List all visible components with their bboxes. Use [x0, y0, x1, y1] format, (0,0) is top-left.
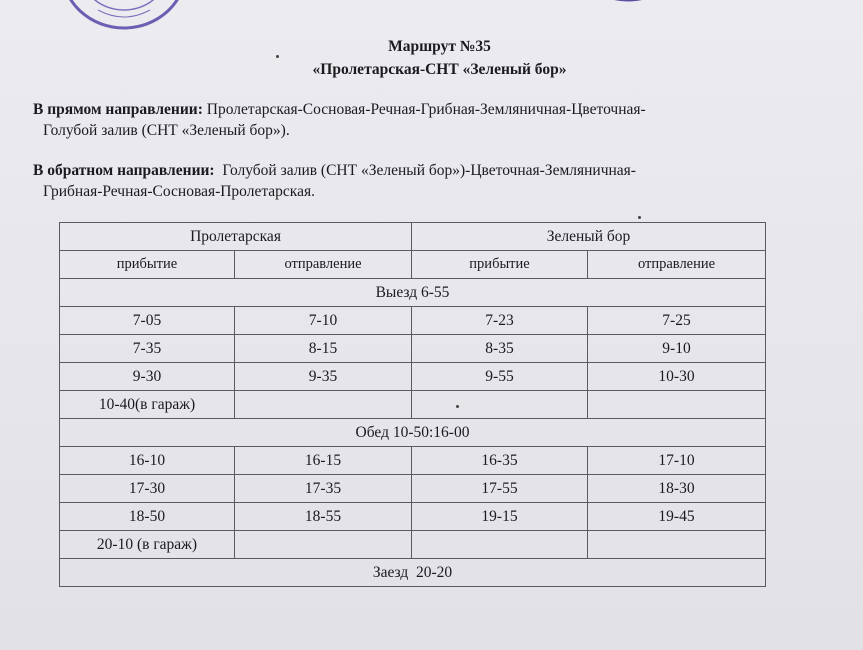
time-cell: 9-10 — [588, 335, 766, 363]
time-cell: 17-10 — [588, 447, 766, 475]
lunch-note: Обед 10-50:16-00 — [60, 419, 766, 447]
time-cell: 18-55 — [235, 503, 412, 531]
time-cell: 9-55 — [412, 363, 588, 391]
backward-direction-text-cont: Грибная-Речная-Сосновая-Пролетарская. — [43, 183, 315, 200]
time-cell: 16-15 — [235, 447, 412, 475]
subheader-cell: отправление — [588, 251, 766, 279]
scan-speck — [276, 55, 279, 58]
subheader-cell: прибытие — [412, 251, 588, 279]
time-cell: 18-30 — [588, 475, 766, 503]
departure-note-row — [60, 279, 766, 307]
forward-direction-text-cont: Голубой залив (СНТ «Зеленый бор»). — [43, 122, 290, 139]
time-cell — [235, 391, 412, 419]
subheader-cell: отправление — [235, 251, 412, 279]
time-cell: 7-23 — [412, 307, 588, 335]
scan-speck — [456, 405, 459, 408]
departure-note: Выезд 6-55 — [60, 279, 766, 307]
route-name-title: «Пролетарская-СНТ «Зеленый бор» — [312, 61, 567, 78]
table-row — [60, 335, 766, 363]
table-row — [60, 503, 766, 531]
official-stamp-icon — [58, 0, 190, 32]
time-cell: 18-50 — [60, 503, 235, 531]
return-note: Заезд 20-20 — [60, 559, 766, 587]
time-cell — [235, 531, 412, 559]
return-note-row — [60, 559, 766, 587]
stop-header-zeleny-bor: Зеленый бор — [412, 223, 766, 251]
time-cell — [588, 391, 766, 419]
table-row — [60, 447, 766, 475]
time-cell — [588, 531, 766, 559]
route-number-title: Маршрут №35 — [388, 38, 491, 55]
stops-header-row — [60, 223, 766, 251]
time-cell: 20-10 (в гараж) — [60, 531, 235, 559]
time-cell: 10-30 — [588, 363, 766, 391]
time-cell: 10-40(в гараж) — [60, 391, 235, 419]
stamp-edge-icon — [598, 0, 658, 4]
table-row — [60, 531, 766, 559]
subheader-cell: прибытие — [60, 251, 235, 279]
time-cell: 16-35 — [412, 447, 588, 475]
lunch-note-row — [60, 419, 766, 447]
subheader-row — [60, 251, 766, 279]
time-cell: 16-10 — [60, 447, 235, 475]
scan-speck — [638, 216, 641, 219]
table-row — [60, 307, 766, 335]
table-row — [60, 391, 766, 419]
forward-direction-label: В прямом направлении: — [33, 101, 203, 118]
time-cell: 19-45 — [588, 503, 766, 531]
forward-direction — [33, 99, 753, 141]
backward-direction-text: Голубой залив (СНТ «Зеленый бор»)-Цветочная-Земляничная- — [214, 162, 636, 179]
time-cell: 7-35 — [60, 335, 235, 363]
time-cell — [412, 391, 588, 419]
backward-direction-label: В обратном направлении: — [33, 162, 215, 179]
table-row — [60, 475, 766, 503]
time-cell: 17-55 — [412, 475, 588, 503]
time-cell: 7-05 — [60, 307, 235, 335]
time-cell — [412, 531, 588, 559]
time-cell: 7-10 — [235, 307, 412, 335]
forward-direction-text: Пролетарская-Сосновая-Речная-Грибная-Земляничная-Цветочная- — [202, 101, 646, 118]
time-cell: 9-30 — [60, 363, 235, 391]
time-cell: 8-35 — [412, 335, 588, 363]
backward-direction — [33, 160, 753, 202]
schedule-table — [59, 222, 766, 587]
time-cell: 19-15 — [412, 503, 588, 531]
time-cell: 17-30 — [60, 475, 235, 503]
time-cell: 7-25 — [588, 307, 766, 335]
time-cell: 8-15 — [235, 335, 412, 363]
stop-header-proletarskaya: Пролетарская — [60, 223, 412, 251]
table-row — [60, 363, 766, 391]
time-cell: 9-35 — [235, 363, 412, 391]
time-cell: 17-35 — [235, 475, 412, 503]
